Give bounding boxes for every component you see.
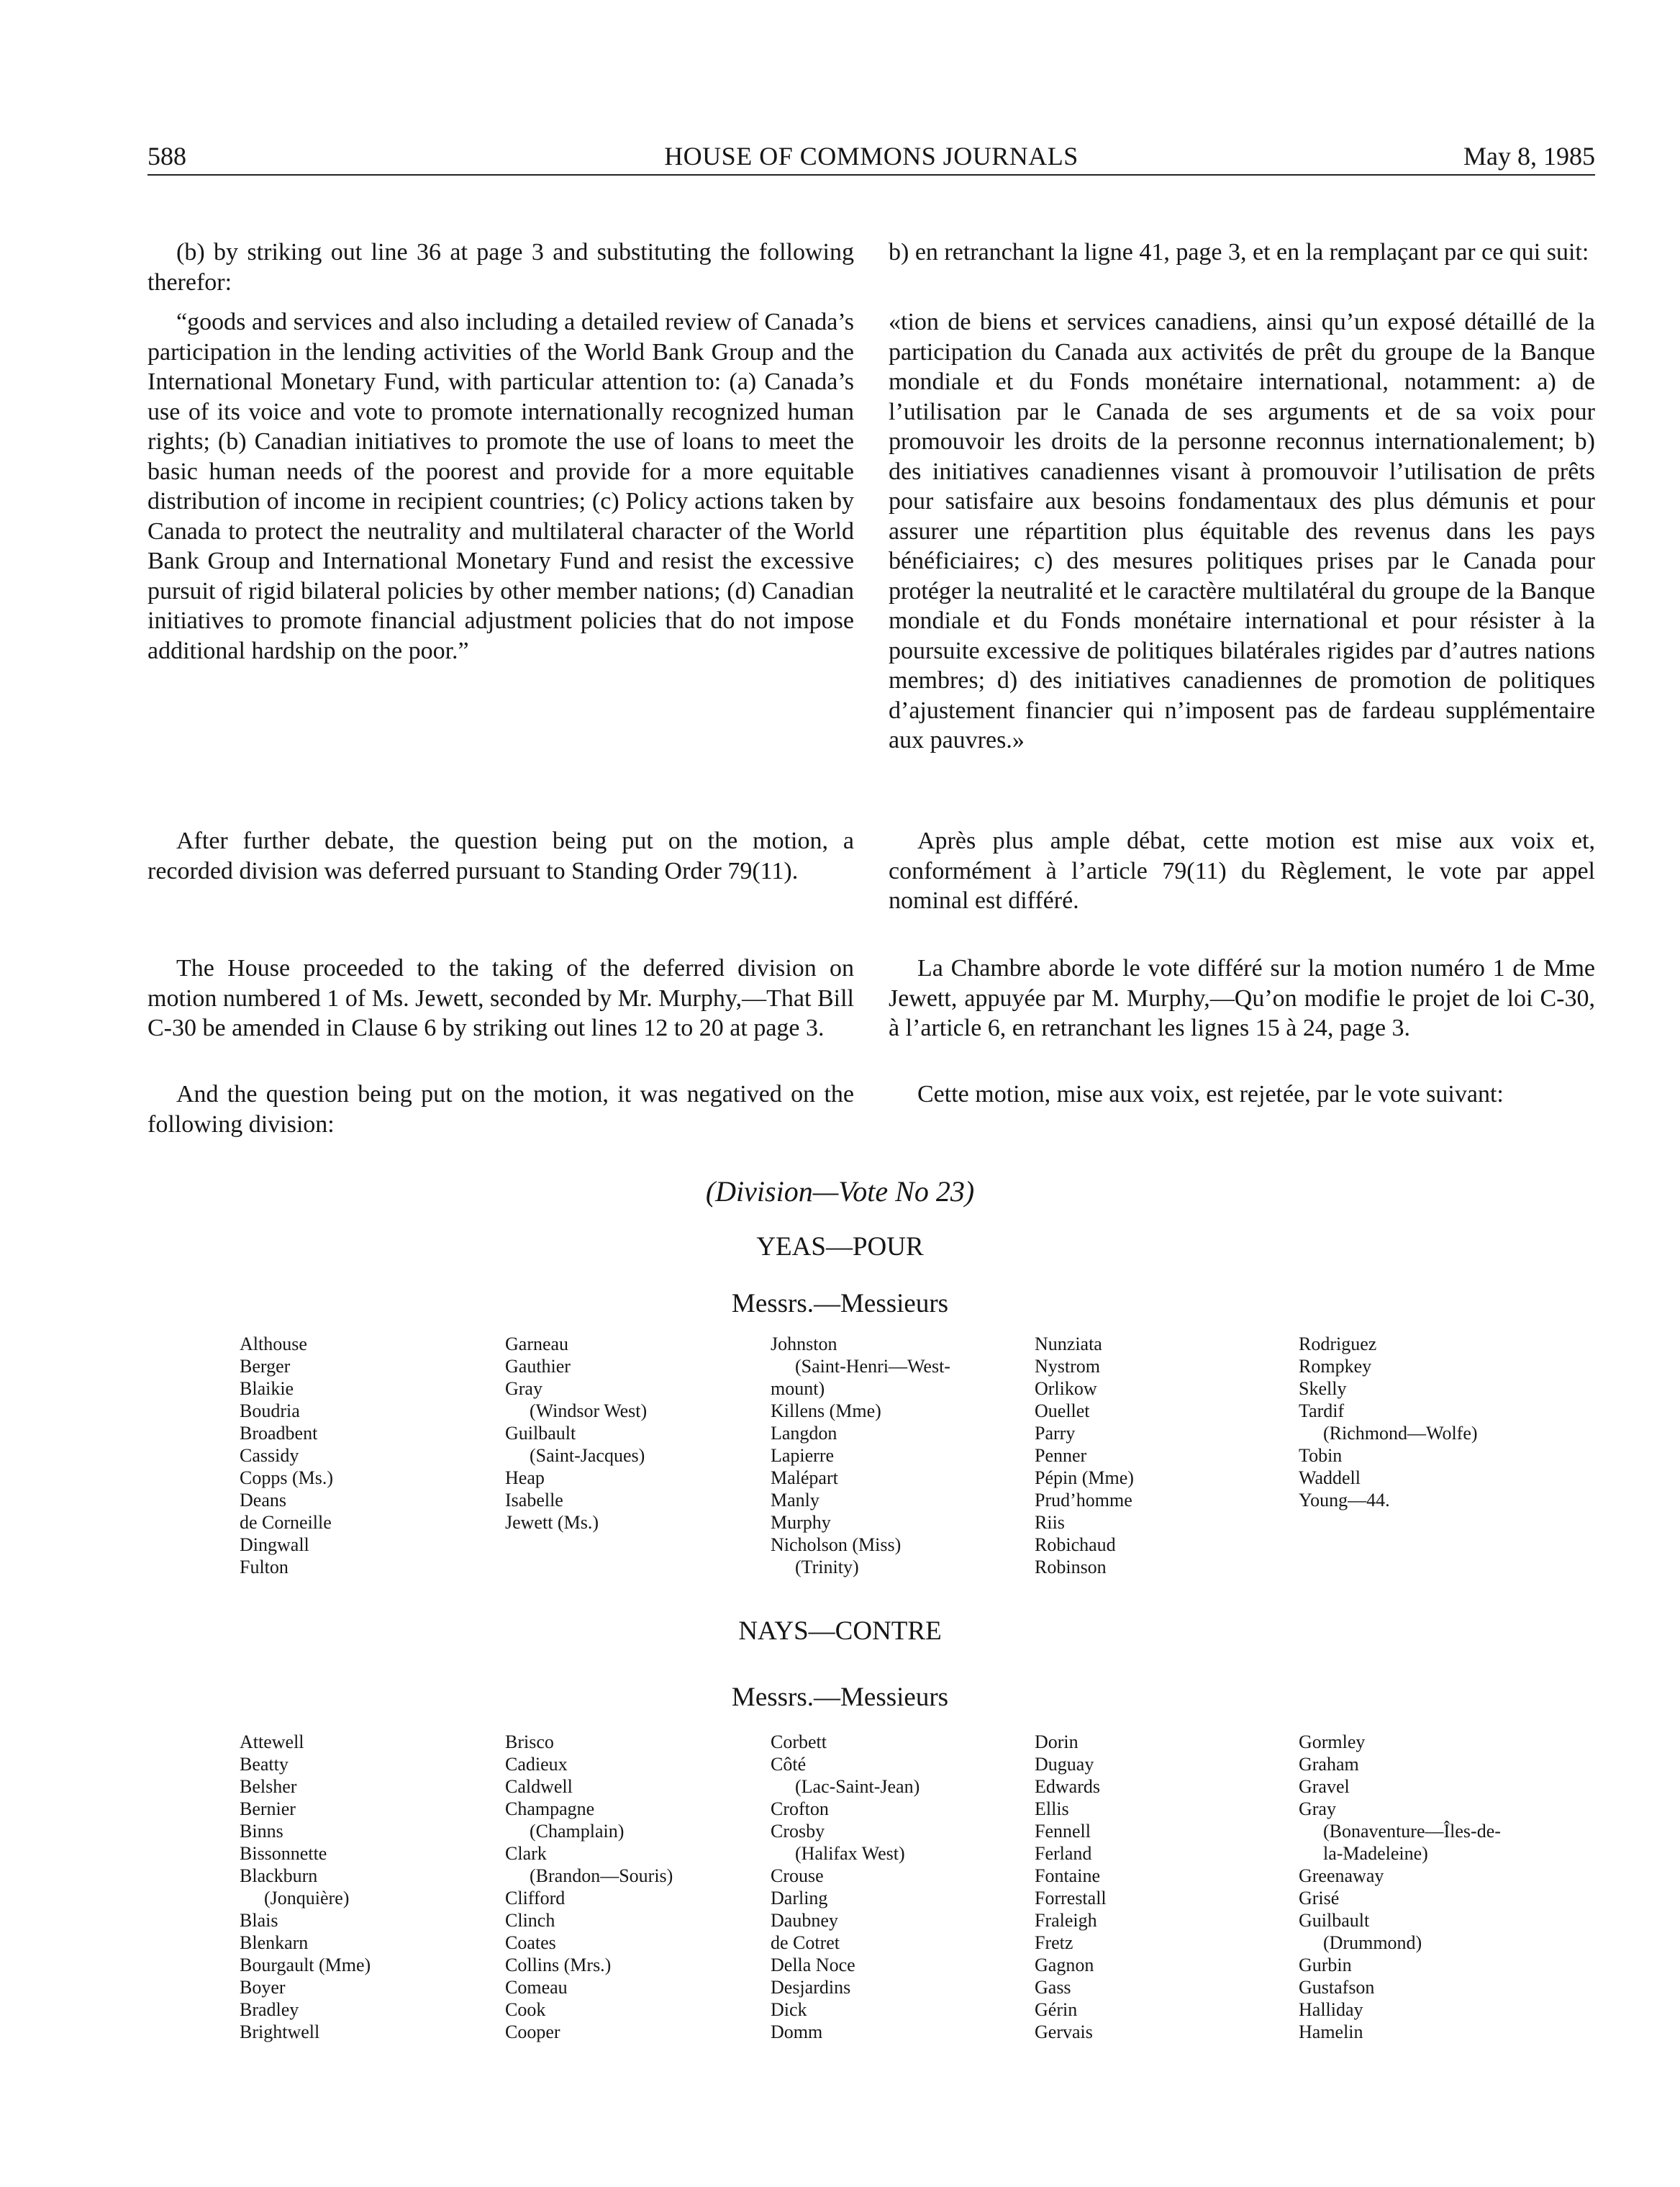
member-name: Cadieux: [505, 1754, 568, 1775]
member-name: Skelly: [1299, 1378, 1347, 1399]
member-name: Blackburn: [240, 1865, 318, 1886]
french-paragraph: Après plus ample débat, cette motion est mise aux voix et, conformément à l’article 79(11) du Règlement, le vote par appel nominal est différé.: [889, 828, 1595, 914]
english-paragraph: “goods and services and also including a detailed review of Canada’s participation in the lending activities of the World Bank Group and the International Monetary Fund, with particular attention to: (a) Canada’s use of its voice and vote to promote internationally recognized human rights; (b) Canadian initiatives to promote the use of loans to meet the basic human needs of the poorest and provide for a more equitable distribution of income in recipient countries; (c) Policy actions taken by Canada to protect the neutrality and multilateral character of the World Bank Group and International Monetary Fund and resist the excessive pursuit of rigid bilateral policies by other member nations; (d) Canadian initiatives to promote financial adjustment policies that do not impose additional hardship on the poor.”: [147, 309, 854, 664]
member-name: Langdon: [771, 1423, 837, 1444]
nays-column: [1299, 1731, 1501, 2043]
member-name: Caldwell: [505, 1776, 573, 1797]
member-name: Halliday: [1299, 1999, 1363, 2020]
member-name: (Windsor West): [530, 1400, 648, 1421]
member-name: Cooper: [505, 2021, 560, 2042]
member-name: Fulton: [240, 1557, 289, 1577]
member-name: (Richmond—Wolfe): [1323, 1423, 1478, 1444]
member-name: Broadbent: [240, 1423, 318, 1444]
member-name: Gauthier: [505, 1356, 571, 1377]
member-name: Orlikow: [1035, 1378, 1097, 1399]
member-name: Dingwall: [240, 1534, 309, 1555]
yeas-heading: YEAS—POUR: [756, 1232, 924, 1262]
member-name: Tardif: [1299, 1400, 1345, 1421]
member-name: Isabelle: [505, 1490, 563, 1511]
member-name: Gustafson: [1299, 1977, 1375, 1998]
member-name: Gray: [505, 1378, 542, 1399]
member-name: (Halifax West): [795, 1843, 905, 1864]
member-name: Ouellet: [1035, 1400, 1090, 1421]
member-name: mount): [771, 1378, 825, 1399]
member-name: Attewell: [240, 1731, 304, 1752]
member-name: Manly: [771, 1490, 819, 1511]
member-name: de Cotret: [771, 1932, 840, 1953]
member-name: Blais: [240, 1910, 278, 1931]
page-header: [147, 139, 1595, 173]
member-name: (Champlain): [530, 1821, 625, 1842]
member-name: Cassidy: [240, 1445, 299, 1466]
member-name: Blenkarn: [240, 1932, 309, 1953]
member-name: Bernier: [240, 1798, 296, 1819]
member-name: Edwards: [1035, 1776, 1100, 1797]
french-paragraph: «tion de biens et services canadiens, ainsi qu’un exposé détaillé de la participation du Canada aux activités de prêt du groupe de la Banque mondiale et du Fonds monétaire international, notamment: a) de l’utilisation par le Canada de ses arguments et de sa voix pour promouvoir les droits de la personne reconnus internationalement; b) des initiatives canadiennes visant à promouvoir l’utilisation de prêts pour satisfaire aux besoins fondamentaux des plus démunis et pour assurer une répartition plus équitable des revenus dans les pays bénéficiaires; c) des mesures politiques prises par le Canada pour protéger la neutralité et le caractère multilatéral du groupe de la Banque mondiale et du Fonds monétaire international et pour résister à la poursuite excessive de politiques bilatérales rigides par d’autres nations membres; d) des initiatives canadiennes de promotion de politiques d’ajustement financier qui n’imposent pas de fardeau supplémentaire aux pauvres.»: [889, 309, 1595, 753]
member-name: Gurbin: [1299, 1955, 1352, 1975]
member-name: Guilbault: [505, 1423, 576, 1444]
member-name: Copps (Ms.): [240, 1467, 334, 1488]
member-name: Gass: [1035, 1977, 1071, 1998]
member-name: Duguay: [1035, 1754, 1094, 1775]
nays-column: [240, 1731, 371, 2043]
member-name: Fraleigh: [1035, 1910, 1097, 1931]
member-name: Bradley: [240, 1999, 299, 2020]
member-name: Rodriguez: [1299, 1334, 1377, 1354]
member-name: (Lac-Saint-Jean): [795, 1776, 920, 1797]
member-name: Berger: [240, 1356, 291, 1377]
member-name: Ellis: [1035, 1798, 1069, 1819]
member-name: Killens (Mme): [771, 1400, 881, 1421]
member-name: Beatty: [240, 1754, 289, 1775]
member-name: Althouse: [240, 1334, 307, 1354]
member-name: Nunziata: [1035, 1334, 1102, 1354]
member-name: Dorin: [1035, 1731, 1079, 1752]
english-amendment-text: [147, 307, 854, 666]
english-debate-note: [147, 826, 854, 886]
yeas-column: [1299, 1333, 1478, 1511]
member-name: Riis: [1035, 1512, 1065, 1533]
member-name: Champagne: [505, 1798, 595, 1819]
nays-heading: NAYS—CONTRE: [738, 1616, 942, 1646]
page-number: 588: [147, 142, 186, 171]
member-name: Prud’homme: [1035, 1490, 1132, 1511]
member-name: Blaikie: [240, 1378, 294, 1399]
member-name: (Drummond): [1323, 1932, 1422, 1953]
english-deferred-division: [147, 954, 854, 1043]
member-name: Gormley: [1299, 1731, 1366, 1752]
member-name: Crofton: [771, 1798, 829, 1819]
member-name: de Corneille: [240, 1512, 332, 1533]
member-name: (Jonquière): [264, 1888, 350, 1908]
member-name: (Saint-Jacques): [530, 1445, 645, 1466]
english-amendment-intro: [147, 237, 854, 297]
member-name: Gravel: [1299, 1776, 1350, 1797]
member-name: Clark: [505, 1843, 547, 1864]
english-paragraph: The House proceeded to the taking of the deferred division on motion numbered 1 of Ms. Jewett, seconded by Mr. Murphy,—That Bill C-30 be amended in Clause 6 by striking out lines 12 to 20 at page 3.: [147, 955, 854, 1041]
member-name: Coates: [505, 1932, 556, 1953]
english-paragraph: After further debate, the question being put on the motion, a recorded division was deferred pursuant to Standing Order 79(11).: [147, 828, 854, 884]
member-name: Boudria: [240, 1400, 300, 1421]
member-name: Grisé: [1299, 1888, 1340, 1908]
member-name: Darling: [771, 1888, 828, 1908]
french-paragraph: La Chambre aborde le vote différé sur la motion numéro 1 de Mme Jewett, appuyée par M. Murphy,—Qu’on modifie le projet de loi C-30, à l’article 6, en retranchant les lignes 15 à 24, page 3.: [889, 955, 1595, 1041]
member-name: Penner: [1035, 1445, 1087, 1466]
member-name: Brisco: [505, 1731, 554, 1752]
member-name: Gagnon: [1035, 1955, 1094, 1975]
member-name: Gray: [1299, 1798, 1336, 1819]
member-name: Daubney: [771, 1910, 838, 1931]
member-name: Brightwell: [240, 2021, 320, 2042]
member-name: Guilbault: [1299, 1910, 1370, 1931]
member-name: Robinson: [1035, 1557, 1107, 1577]
member-name: Gérin: [1035, 1999, 1078, 2020]
french-amendment-intro: [889, 237, 1595, 268]
member-name: Tobin: [1299, 1445, 1343, 1466]
member-name: Waddell: [1299, 1467, 1361, 1488]
english-paragraph: And the question being put on the motion, it was negatived on the following division:: [147, 1081, 854, 1138]
yeas-subheading: Messrs.—Messieurs: [731, 1289, 949, 1318]
member-name: Cook: [505, 1999, 546, 2020]
yeas-column: [240, 1333, 333, 1578]
nays-subheading: Messrs.—Messieurs: [731, 1683, 949, 1712]
member-name: Boyer: [240, 1977, 286, 1998]
yeas-column: [1035, 1333, 1134, 1578]
division-title: (Division—Vote No 23): [705, 1175, 975, 1208]
member-name: Ferland: [1035, 1843, 1092, 1864]
member-name: (Saint-Henri—West-: [795, 1356, 950, 1377]
member-name: Malépart: [771, 1467, 838, 1488]
member-name: Garneau: [505, 1334, 569, 1354]
yeas-column: [771, 1333, 950, 1578]
member-name: Robichaud: [1035, 1534, 1116, 1555]
member-name: Jewett (Ms.): [505, 1512, 599, 1533]
member-name: Deans: [240, 1490, 286, 1511]
member-name: Forrestall: [1035, 1888, 1107, 1908]
journal-title: HOUSE OF COMMONS JOURNALS: [664, 142, 1079, 171]
member-name: Young—44.: [1299, 1490, 1390, 1511]
member-name: Bourgault (Mme): [240, 1955, 371, 1975]
page-date: May 8, 1985: [1463, 142, 1595, 171]
member-name: Clinch: [505, 1910, 555, 1931]
member-name: Binns: [240, 1821, 283, 1842]
member-name: Johnston: [771, 1334, 837, 1354]
member-name: Della Noce: [771, 1955, 855, 1975]
member-name: Corbett: [771, 1731, 827, 1752]
french-amendment-text: [889, 307, 1595, 756]
nays-column: [505, 1731, 673, 2043]
member-name: Pépin (Mme): [1035, 1467, 1134, 1488]
member-name: Domm: [771, 2021, 823, 2042]
member-name: Nicholson (Miss): [771, 1534, 902, 1555]
member-name: (Brandon—Souris): [530, 1865, 673, 1886]
member-name: Lapierre: [771, 1445, 835, 1466]
member-name: Côté: [771, 1754, 807, 1775]
header-rule: [147, 174, 1595, 176]
member-name: Gervais: [1035, 2021, 1093, 2042]
french-deferred-division: [889, 954, 1595, 1043]
nays-column: [771, 1731, 920, 2043]
member-name: Nystrom: [1035, 1356, 1100, 1377]
member-name: Murphy: [771, 1512, 831, 1533]
french-paragraph: b) en retranchant la ligne 41, page 3, et en la remplaçant par ce qui suit:: [889, 239, 1589, 266]
member-name: Heap: [505, 1467, 545, 1488]
member-name: Comeau: [505, 1977, 568, 1998]
member-name: Hamelin: [1299, 2021, 1363, 2042]
member-name: Clifford: [505, 1888, 566, 1908]
member-name: Greenaway: [1299, 1865, 1384, 1886]
nays-column: [1035, 1731, 1107, 2043]
member-name: Desjardins: [771, 1977, 851, 1998]
member-name: Rompkey: [1299, 1356, 1372, 1377]
member-name: Crosby: [771, 1821, 825, 1842]
french-debate-note: [889, 826, 1595, 916]
english-question-put: [147, 1079, 854, 1139]
yeas-column: [505, 1333, 647, 1534]
member-name: Collins (Mrs.): [505, 1955, 612, 1975]
member-name: Fontaine: [1035, 1865, 1100, 1886]
member-name: (Trinity): [795, 1557, 859, 1577]
member-name: Crouse: [771, 1865, 824, 1886]
member-name: Parry: [1035, 1423, 1076, 1444]
french-question-put: [889, 1079, 1595, 1110]
member-name: Graham: [1299, 1754, 1359, 1775]
member-name: Bissonnette: [240, 1843, 327, 1864]
member-name: Dick: [771, 1999, 807, 2020]
member-name: la-Madeleine): [1323, 1843, 1428, 1864]
member-name: Belsher: [240, 1776, 297, 1797]
french-paragraph: Cette motion, mise aux voix, est rejetée, par le vote suivant:: [917, 1081, 1504, 1108]
member-name: Fennell: [1035, 1821, 1091, 1842]
member-name: (Bonaventure—Îles-de-: [1323, 1821, 1501, 1842]
english-paragraph: (b) by striking out line 36 at page 3 and substituting the following therefor:: [147, 239, 854, 296]
member-name: Fretz: [1035, 1932, 1073, 1953]
